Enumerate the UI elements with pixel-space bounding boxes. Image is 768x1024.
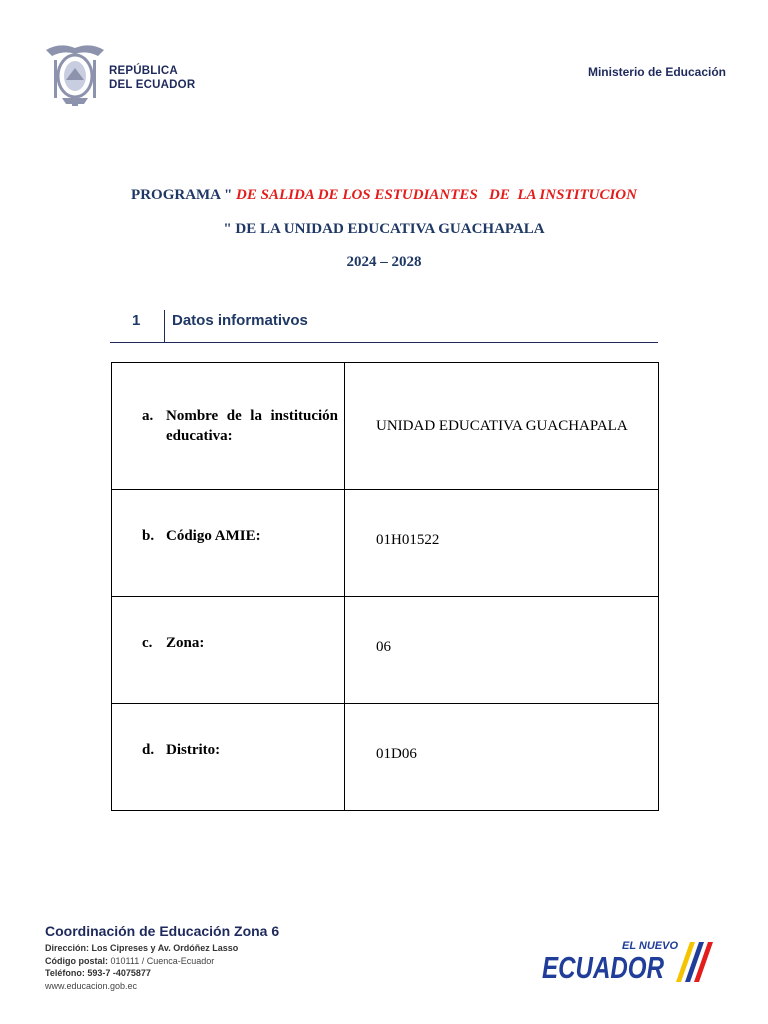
phone-label: Teléfono:	[45, 968, 85, 978]
republic-line1: REPÚBLICA	[109, 65, 178, 77]
footer-address	[45, 942, 238, 954]
row-letter: d.	[142, 742, 155, 758]
row-label: Código AMIE:	[166, 528, 261, 544]
row-value: 01D06	[345, 704, 659, 811]
el-nuevo-ecuador-logo	[540, 934, 730, 986]
document-title-line2: " DE LA UNIDAD EDUCATIVA GUACHAPALA	[223, 221, 545, 237]
row-letter: c.	[142, 635, 153, 651]
republic-name	[109, 64, 195, 92]
table-row	[112, 490, 659, 597]
postal-label: Código postal:	[45, 956, 108, 966]
row-label-cell	[112, 490, 345, 597]
table-row	[112, 597, 659, 704]
table-row	[112, 704, 659, 811]
row-value: 06	[345, 597, 659, 704]
footer-postal	[45, 955, 214, 967]
document-title-line1	[0, 187, 768, 204]
row-label-cell	[112, 597, 345, 704]
title-prefix: PROGRAMA "	[131, 187, 233, 203]
phone-value: 593-7 -4075877	[87, 968, 151, 978]
info-table	[111, 362, 659, 811]
table-row	[112, 363, 659, 490]
ministry-name: Ministerio de Educación	[587, 65, 726, 79]
footer-website: www.educacion.gob.ec	[45, 981, 138, 991]
row-label: Zona:	[166, 635, 205, 651]
row-label: Distrito:	[166, 742, 221, 758]
row-label-cell	[112, 363, 345, 490]
row-letter: a.	[142, 408, 154, 424]
row-label: Nombre de la institución educativa:	[166, 408, 338, 444]
address-value: Los Cipreses y Av. Ordóñez Lasso	[91, 943, 239, 953]
section-number: 1	[132, 312, 141, 329]
row-letter: b.	[142, 528, 155, 544]
row-value: 01H01522	[345, 490, 659, 597]
section-heading	[110, 310, 658, 343]
republic-line2: DEL ECUADOR	[109, 79, 196, 91]
address-label: Dirección:	[45, 943, 90, 953]
section-divider	[164, 310, 165, 342]
row-label-cell	[112, 704, 345, 811]
logo-small-text: EL NUEVO	[622, 940, 679, 952]
footer-phone	[45, 967, 151, 979]
row-value: UNIDAD EDUCATIVA GUACHAPALA	[345, 363, 659, 490]
postal-value: 010111 / Cuenca-Ecuador	[110, 956, 215, 966]
footer-title: Coordinación de Educación Zona 6	[45, 923, 280, 939]
section-title: Datos informativos	[172, 312, 308, 329]
coat-of-arms-icon	[42, 40, 108, 108]
logo-big-text: ECUADOR	[542, 950, 665, 985]
document-years: 2024 – 2028	[346, 254, 422, 270]
title-highlight: DE SALIDA DE LOS ESTUDIANTES DE LA INSTITUCION	[236, 187, 637, 203]
